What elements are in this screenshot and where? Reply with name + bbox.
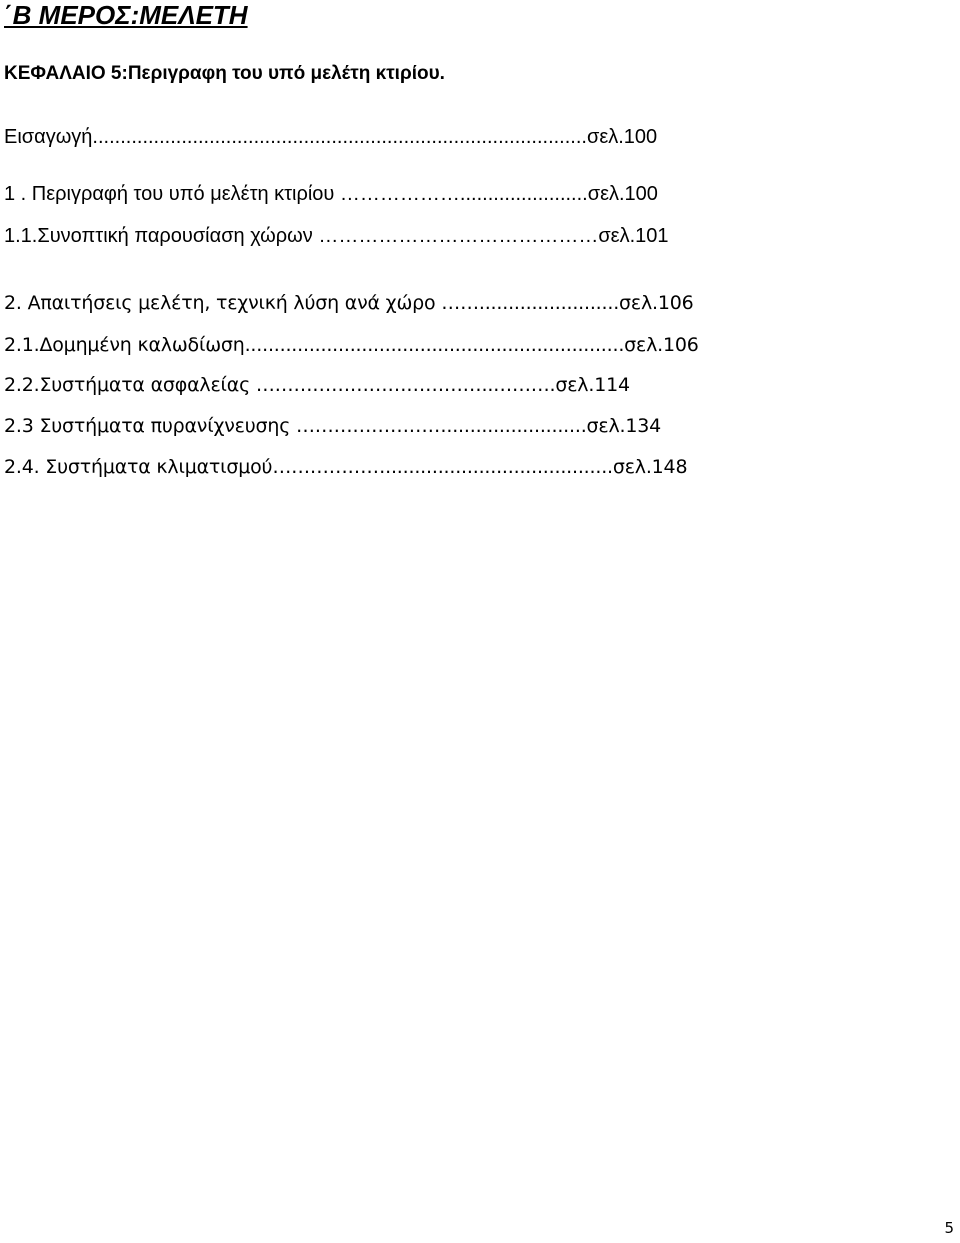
toc-entry-1: 1 . Περιγραφή του υπό μελέτη κτιρίου ……………….......................σελ.100 [4, 183, 658, 205]
toc-entry-2-4: 2.4. Συστήματα κλιματισμού……………….......................................σελ.148 [4, 456, 688, 478]
toc-entry-2-3: 2.3 Συστήματα πυρανίχνευσης ……………………........................σελ.134 [4, 415, 661, 437]
page-title: ΄Β ΜΕΡΟΣ:ΜΕΛΕΤΗ [4, 0, 248, 30]
chapter-heading: ΚΕΦΑΛΑΙΟ 5:Περιγραφη του υπό μελέτη κτιρίου. [4, 63, 445, 84]
toc-entry-2: 2. Απαιτήσεις μελέτη, τεχνική λύση ανά χώρο ……........................σελ.106 [4, 292, 694, 314]
toc-entry-introduction: Εισαγωγή.........................................................................................σελ.100 [4, 126, 658, 148]
page-number: 5 [944, 1219, 954, 1237]
toc-entry-1-1: 1.1.Συνοπτική παρουσίαση χώρων ……………………………………σελ.101 [4, 225, 669, 247]
toc-entry-2-2: 2.2.Συστήματα ασφαλείας ………………………………..……….σελ.114 [4, 374, 630, 396]
toc-entry-2-1: 2.1.Δομημένη καλωδίωση.................................................................σελ.106 [4, 334, 699, 356]
